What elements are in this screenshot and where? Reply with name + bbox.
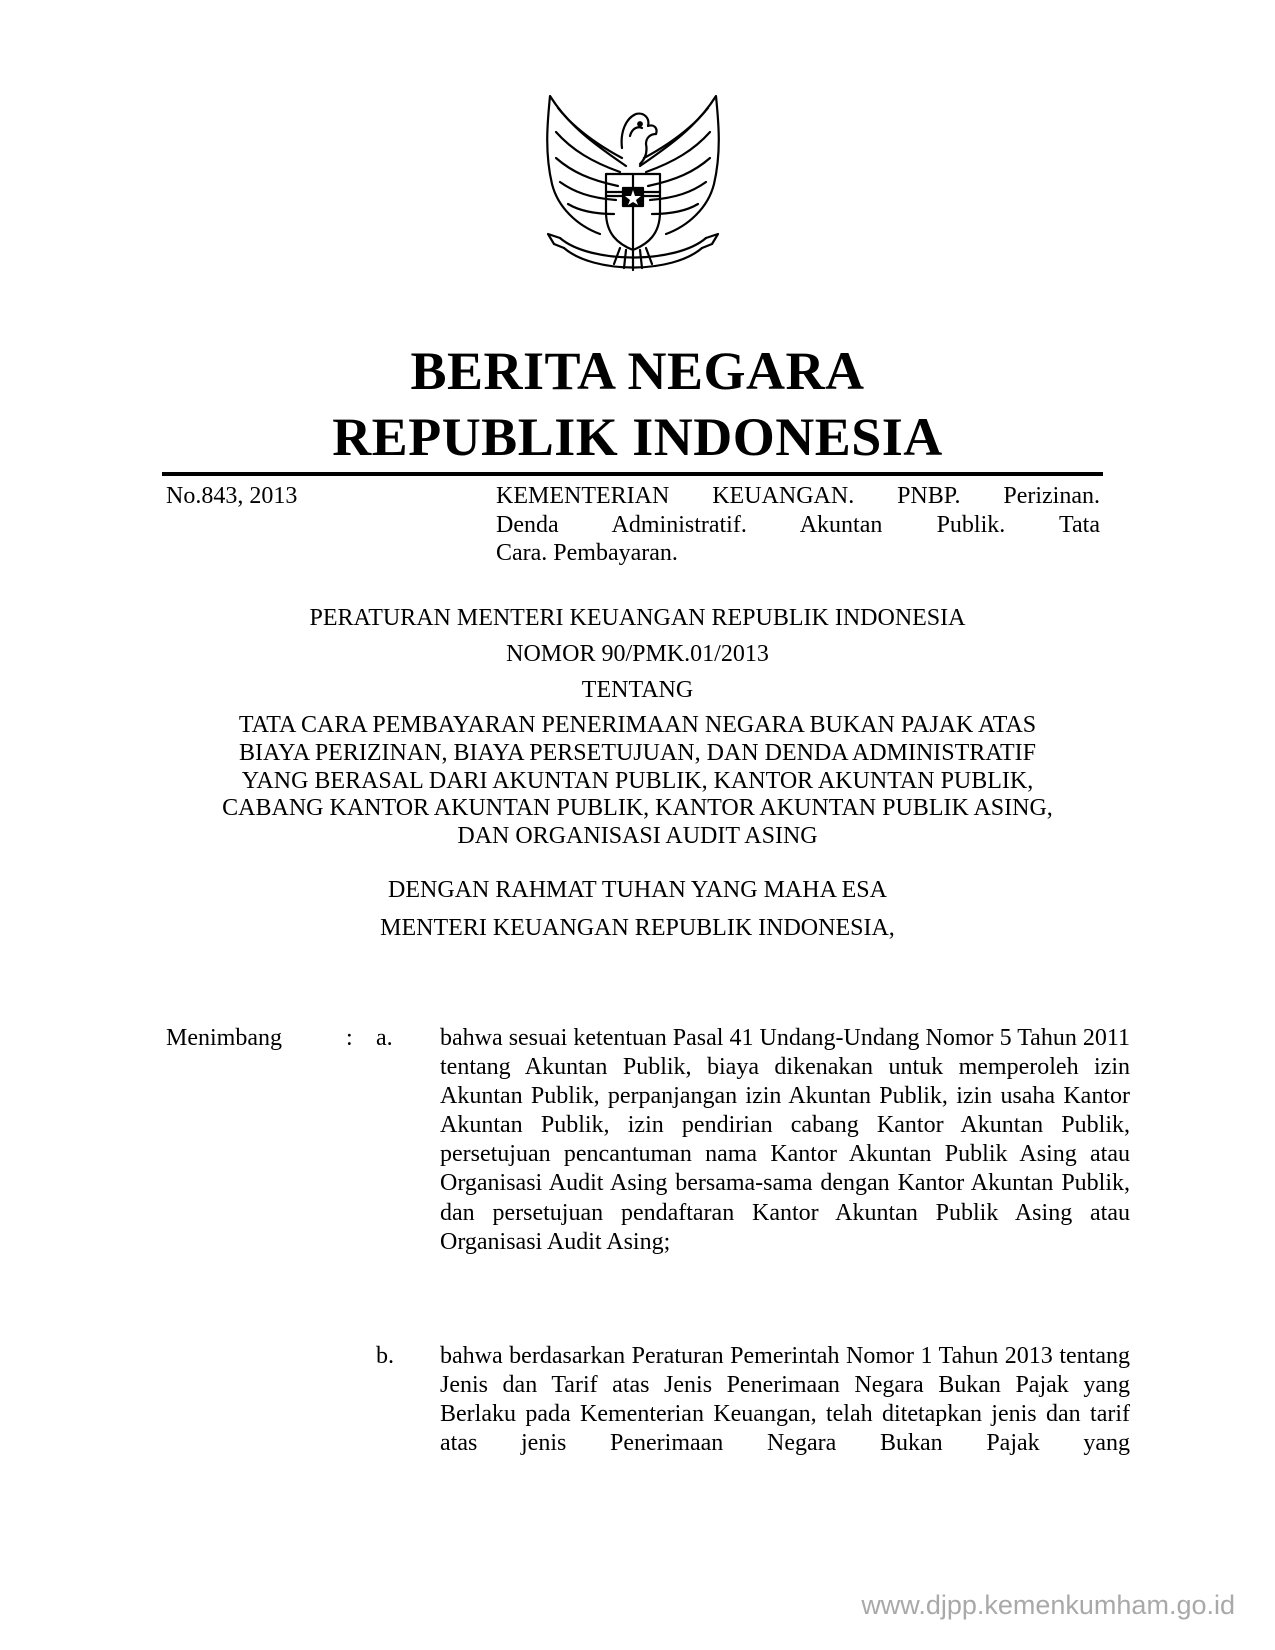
regulation-number: NOMOR 90/PMK.01/2013 <box>506 641 769 667</box>
gazette-subject-line: Denda Administratif. Akuntan Publik. Tata <box>496 511 1100 538</box>
gazette-subject-line: KEMENTERIAN KEUANGAN. PNBP. Perizinan. <box>496 483 1100 509</box>
considering-item-text: bahwa berdasarkan Peraturan Pemerintah Nomor 1 Tahun 2013 tentang Jenis dan Tarif atas Jenis Penerimaan Negara Bukan Pajak yang Berlaku pada Kementerian Keuangan, telah ditetapkan jenis dan tarif atas jenis Penerimaan Negara Bukan Pajak yang <box>440 1343 1130 1457</box>
considering-item-marker: a. <box>376 1025 393 1051</box>
garuda-emblem-graphic <box>530 88 736 284</box>
regulation-title-line: BIAYA PERIZINAN, BIAYA PERSETUJUAN, DAN DENDA ADMINISTRATIF <box>239 739 1036 766</box>
gazette-title-line-2: REPUBLIK INDONESIA <box>332 407 943 467</box>
considering-item-marker: b. <box>376 1343 394 1369</box>
preamble-minister: MENTERI KEUANGAN REPUBLIK INDONESIA, <box>380 915 895 941</box>
gazette-subject-line: Cara. Pembayaran. <box>496 540 678 566</box>
regulation-about: TENTANG <box>581 677 694 703</box>
regulation-name: PERATURAN MENTERI KEUANGAN REPUBLIK INDONESIA <box>309 605 966 631</box>
considering-item-text: bahwa sesuai ketentuan Pasal 41 Undang-Undang Nomor 5 Tahun 2011 tentang Akuntan Publik, biaya dikenakan untuk memperoleh izin Akuntan Publik, perpanjangan izin Akuntan Publik, izin usaha Kantor Akuntan Publik, izin pendirian cabang Kantor Akuntan Publik, persetujuan pencantuman nama Kantor Akuntan Publik Asing atau Organisasi Audit Asing bersama-sama dengan Kantor Akuntan Publik, dan persetujuan pendaftaran Kantor Akuntan Publik Asing atau Organisasi Audit Asing; <box>440 1025 1130 1255</box>
gazette-title-line-1: BERITA NEGARA <box>410 341 865 401</box>
regulation-title <box>140 712 1135 851</box>
regulation-title-line: YANG BERASAL DARI AKUNTAN PUBLIK, KANTOR AKUNTAN PUBLIK, <box>241 767 1034 794</box>
garuda-emblem-icon <box>530 88 736 284</box>
header-divider <box>162 472 1103 476</box>
considering-colon: : <box>346 1025 353 1051</box>
gazette-number: No.843, 2013 <box>166 483 298 509</box>
considering-label: Menimbang <box>166 1025 282 1051</box>
source-watermark: www.djpp.kemenkumham.go.id <box>861 1590 1235 1620</box>
regulation-title-line: DAN ORGANISASI AUDIT ASING <box>457 823 818 850</box>
preamble-divine: DENGAN RAHMAT TUHAN YANG MAHA ESA <box>388 877 887 903</box>
regulation-title-line: CABANG KANTOR AKUNTAN PUBLIK, KANTOR AKUNTAN PUBLIK ASING, <box>222 795 1053 822</box>
regulation-title-line: TATA CARA PEMBAYARAN PENERIMAAN NEGARA BUKAN PAJAK ATAS <box>238 712 1037 738</box>
gazette-subject <box>496 482 1100 568</box>
